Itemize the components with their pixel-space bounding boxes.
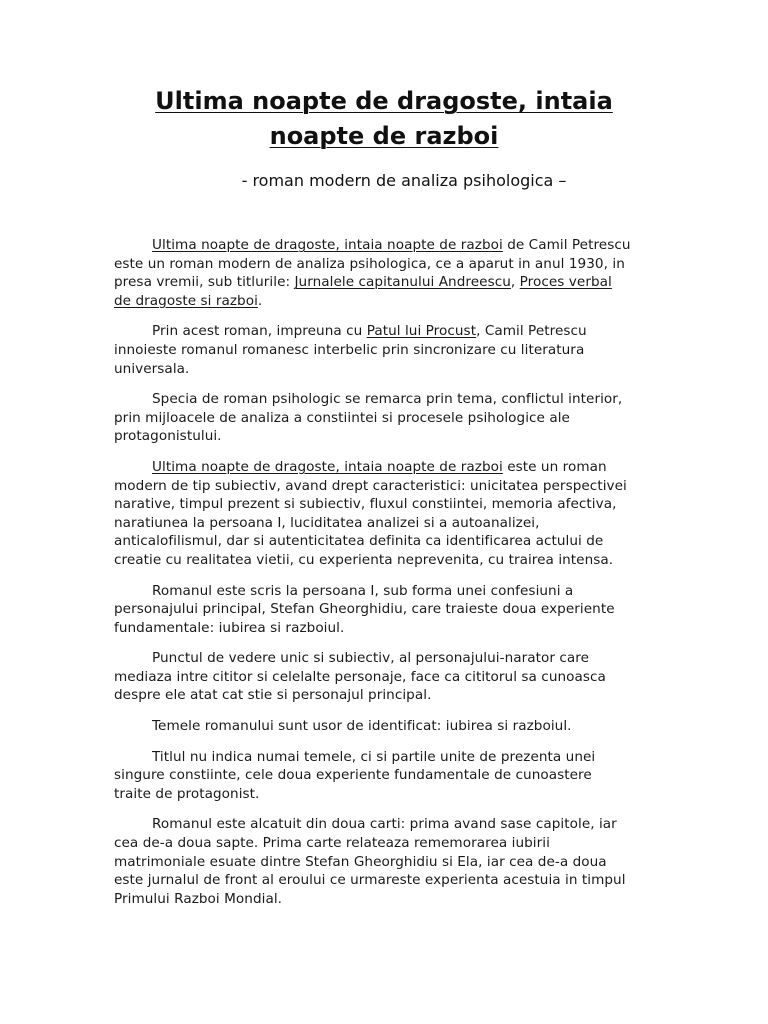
paragraph-text: traite de protagonist. <box>114 785 260 802</box>
paragraph-1 <box>114 236 674 310</box>
paragraph-text: matrimoniale esuate dintre Stefan Gheorghidiu si Ela, iar cea de-a doua <box>114 853 607 870</box>
paragraph-text: Punctul de vedere unic si subiectiv, al personajului-narator care <box>152 650 590 667</box>
paragraph-text: prin mijloacele de analiza a constiintei si procesele psihologice ale <box>114 409 570 426</box>
paragraph-text: este un roman <box>502 458 607 475</box>
paragraph-text: . <box>257 292 263 309</box>
paragraph-text: Prin acest roman, impreuna cu <box>152 323 367 340</box>
paragraph-9 <box>114 815 674 908</box>
paragraph-text: narative, timpul prezent si subiectiv, fluxul constiintei, memoria afectiva, <box>114 496 617 513</box>
paragraph-text: de Camil Petrescu <box>502 237 631 253</box>
paragraph-text: innoieste romanul romanesc interbelic prin sincronizare cu literatura <box>114 341 585 358</box>
paragraph-text: presa vremii, sub titlurile: <box>114 274 295 291</box>
paragraph-text: Temele romanului sunt usor de identificat: iubirea si razboiul. <box>152 718 572 735</box>
paragraph-text: este jurnalul de front al eroului ce urmareste experienta acestuia in timpul <box>114 872 626 889</box>
paragraph-text: naratiunea la persoana I, luciditatea analizei si a autoanalizei, <box>114 514 540 531</box>
paragraph-5 <box>114 582 674 638</box>
paragraph-text: creatie cu realitatea vietii, cu experienta neprevenita, cu trairea intensa. <box>114 551 614 568</box>
novel-title-reference: Ultima noapte de dragoste, intaia noapte de razboi <box>152 237 503 253</box>
paragraph-text: Romanul este scris la persoana I, sub forma unei confesiuni a <box>152 582 574 599</box>
paragraph-text: Titlul nu indica numai temele, ci si partile unite de prezenta unei <box>152 748 596 765</box>
page-subtitle: - roman modern de analiza psihologica – <box>241 171 567 190</box>
paragraph-text: protagonistului. <box>114 428 222 445</box>
paragraph-7 <box>114 717 674 736</box>
paragraph-text: , <box>510 274 520 291</box>
paragraph-text: universala. <box>114 360 190 377</box>
title-line-1: Ultima noapte de dragoste, intaia <box>155 87 613 115</box>
paragraph-text: Primului Razboi Mondial. <box>114 890 283 907</box>
paragraph-6 <box>114 649 674 705</box>
paragraph-text: anticalofilismul, dar si autenticitatea definita ca identificarea actului de <box>114 533 604 550</box>
document-body <box>114 236 674 920</box>
title-reference-patul-lui-procust: Patul lui Procust <box>366 323 477 340</box>
paragraph-text: fundamentale: iubirea si razboiul. <box>114 619 345 636</box>
paragraph-text: , Camil Petrescu <box>476 323 587 340</box>
paragraph-text: modern de tip subiectiv, avand drept caracteristici: unicitatea perspectivei <box>114 477 627 494</box>
paragraph-text: cea de-a doua sapte. Prima carte relateaza rememorarea iubirii <box>114 835 550 852</box>
paragraph-text: despre ele atat cat stie si personajul principal. <box>114 687 432 704</box>
paragraph-text: este un roman modern de analiza psihologica, ce a aparut in anul 1930, in <box>114 255 625 272</box>
paragraph-4 <box>114 458 674 570</box>
paragraph-text: mediaza intre cititor si celelalte personaje, face ca cititorul sa cunoasca <box>114 668 606 685</box>
title-reference-proces-verbal: Proces verbal <box>519 274 612 291</box>
paragraph-text: singure constiinte, cele doua experiente fundamentale de cunoastere <box>114 767 592 784</box>
paragraph-text: Romanul este alcatuit din doua carti: prima avand sase capitole, iar <box>152 816 617 833</box>
paragraph-3 <box>114 390 674 446</box>
paragraph-text: Specia de roman psihologic se remarca prin tema, conflictul interior, <box>152 391 623 408</box>
novel-title-reference: Ultima noapte de dragoste, intaia noapte de razboi <box>152 458 503 475</box>
title-line-2: noapte de razboi <box>269 122 499 150</box>
page-title <box>60 84 708 154</box>
title-reference-andreescu: Jurnalele capitanului Andreescu <box>294 274 511 291</box>
paragraph-8 <box>114 748 674 804</box>
paragraph-text: personajului principal, Stefan Gheorghidiu, care traieste doua experiente <box>114 601 615 618</box>
paragraph-2 <box>114 322 674 378</box>
title-reference-proces-verbal-cont: de dragoste si razboi <box>114 292 258 309</box>
